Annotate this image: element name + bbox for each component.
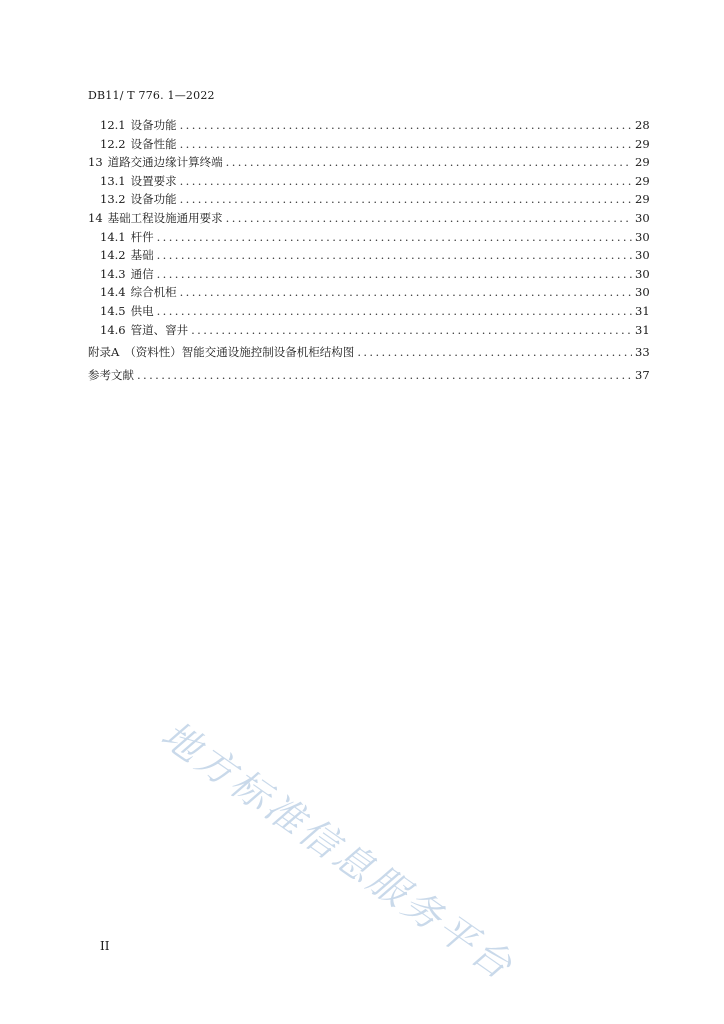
toc-entry-number: 13 (88, 155, 103, 170)
toc-dot-leader (180, 285, 632, 299)
toc-entry-number: 14 (88, 210, 103, 225)
toc-dot-leader (191, 323, 632, 337)
toc-dot-leader (357, 345, 632, 359)
toc-entry[interactable] (88, 303, 649, 322)
toc-entry-page: 33 (635, 345, 650, 360)
toc-entry[interactable] (88, 117, 649, 136)
toc-entry-page: 29 (635, 192, 650, 207)
toc-entry-title: 杆件 (130, 229, 154, 244)
toc-entry[interactable] (88, 247, 649, 266)
toc-dot-leader (157, 248, 632, 262)
toc-dot-leader (226, 155, 632, 169)
toc-dot-leader (180, 118, 632, 132)
toc-entry-page: 30 (635, 248, 650, 263)
toc-entry-title: 基础工程设施通用要求 (107, 210, 223, 225)
toc-entry-title: 设置要求 (130, 173, 177, 188)
toc-entry-title: 综合机柜 (130, 285, 177, 300)
toc-entry[interactable] (88, 136, 649, 155)
toc-entry-page: 31 (635, 303, 650, 318)
toc-entry-number: 14.4 (100, 285, 126, 300)
toc-entry-title: 设备功能 (130, 192, 177, 207)
toc-entry[interactable] (88, 191, 649, 210)
toc-entry-title: 基础 (130, 248, 154, 263)
toc-entry-number: 14.2 (100, 248, 126, 263)
toc-entry-number: 14.3 (100, 266, 126, 281)
toc-entry-title: 参考文献 (88, 367, 134, 382)
toc-entry-number: 13.1 (100, 173, 126, 188)
toc-entry-title: 设备功能 (130, 118, 177, 132)
toc-entry-references[interactable] (88, 367, 649, 386)
toc-entry-page: 30 (635, 210, 650, 225)
toc-entry[interactable] (88, 229, 649, 248)
toc-entry-number: 14.6 (100, 322, 126, 337)
toc-entry-number: 14.5 (100, 303, 126, 318)
toc-entry-page: 30 (635, 285, 650, 300)
watermark-text: 地方标准信息服务平台 (153, 712, 523, 990)
page-number: II (100, 939, 110, 953)
toc-entry-number: 12.1 (100, 118, 126, 132)
toc-entry-page: 29 (635, 136, 650, 151)
toc-entry-number: 13.2 (100, 192, 126, 207)
toc-entry-title: 通信 (130, 266, 154, 281)
toc-dot-leader (226, 211, 632, 225)
toc-entry-number: 14.1 (100, 229, 126, 244)
toc-dot-leader (157, 230, 632, 244)
toc-entry-appendix[interactable] (88, 344, 649, 363)
toc-entry-title: 管道、窨井 (130, 322, 189, 337)
toc-entry-page: 29 (635, 173, 650, 188)
toc-dot-leader (180, 192, 632, 206)
toc-entry-page: 30 (635, 229, 650, 244)
toc-entry-title: 道路交通边缘计算终端 (107, 155, 223, 170)
toc-entry-page: 31 (635, 322, 650, 337)
toc-entry-number: 12.2 (100, 136, 126, 151)
standard-code-header: DB11/ T 776. 1—2022 (88, 89, 215, 102)
toc-entry[interactable] (88, 173, 649, 192)
toc-dot-leader (180, 174, 632, 188)
toc-entry[interactable] (88, 284, 649, 303)
toc-dot-leader (157, 267, 632, 281)
toc-entry[interactable] (88, 322, 649, 341)
toc-entry-title: 设备性能 (130, 136, 177, 151)
toc-entry-title: 供电 (130, 303, 154, 318)
toc-entry-page: 37 (635, 367, 650, 382)
toc-dot-leader (157, 304, 632, 318)
toc-entry[interactable] (88, 266, 649, 285)
toc-entry-page: 28 (635, 118, 650, 132)
table-of-contents (88, 117, 649, 385)
toc-entry-number: 附录A (88, 345, 120, 360)
toc-entry-page: 29 (635, 155, 650, 170)
toc-entry-page: 30 (635, 266, 650, 281)
toc-entry-title: （资料性）智能交通设施控制设备机柜结构图 (124, 345, 355, 360)
toc-dot-leader (180, 137, 632, 151)
toc-entry[interactable] (88, 154, 649, 173)
toc-dot-leader (137, 368, 632, 382)
toc-entry[interactable] (88, 210, 649, 229)
